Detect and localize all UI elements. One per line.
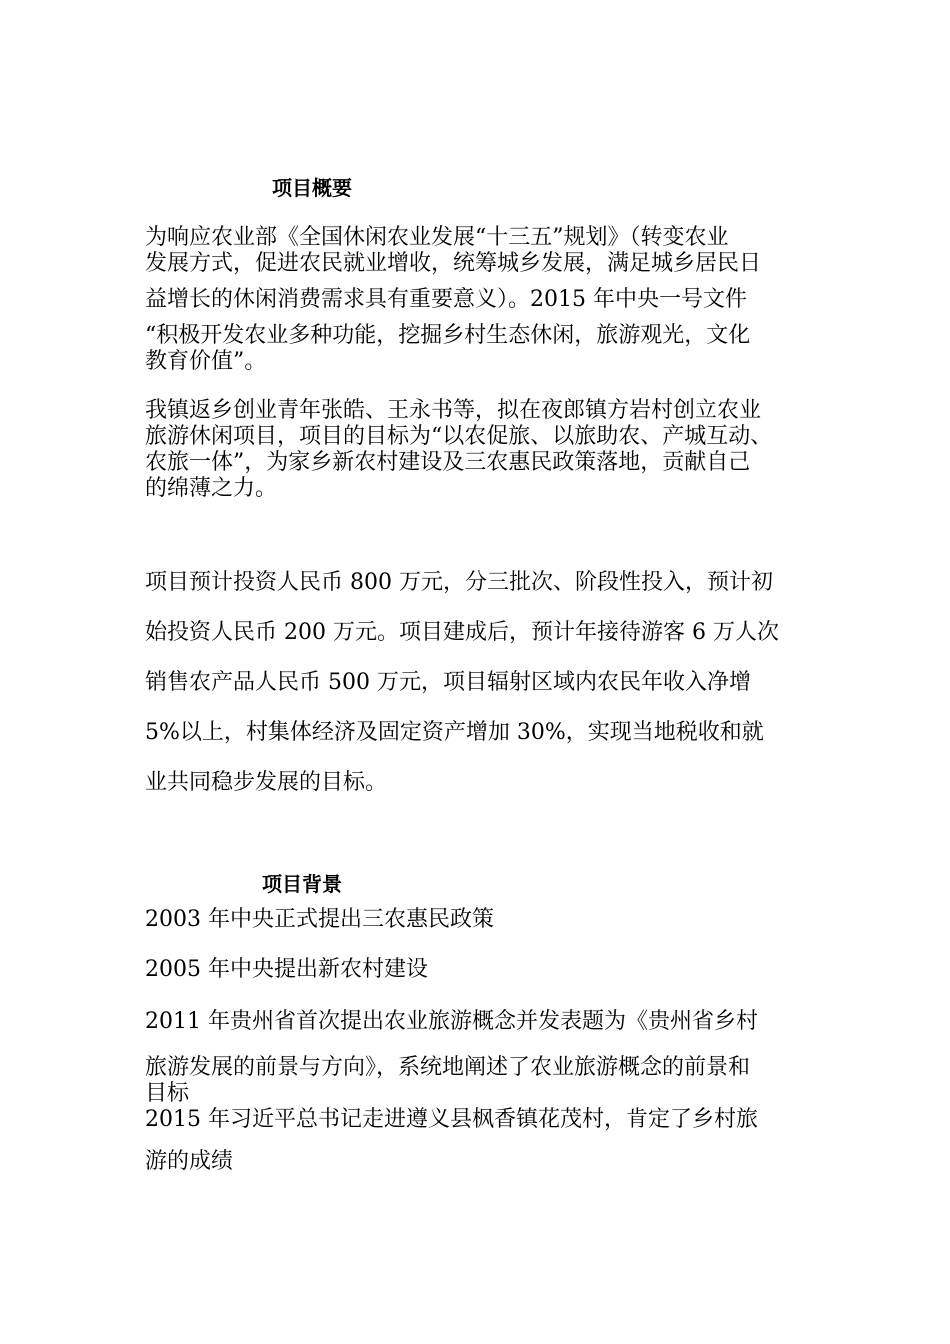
background-line: 2003 年中央正式提出三农惠民政策 bbox=[145, 907, 494, 932]
background-line: 2005 年中央提出新农村建设 bbox=[145, 957, 428, 982]
investment-line: 销售农产品人民币 500 万元，项目辐射区域内农民年收入净增 bbox=[145, 670, 751, 695]
overview-heading: 项目概要 bbox=[272, 176, 352, 200]
investment-line: 项目预计投资人民币 800 万元，分三批次、阶段性投入，预计初 bbox=[145, 570, 773, 595]
intro-line: “积极开发农业多种功能，挖掘乡村生态休闲，旅游观光，文化 bbox=[145, 323, 751, 348]
background-heading: 项目背景 bbox=[262, 872, 342, 896]
project-line: 的绵薄之力。 bbox=[145, 476, 278, 501]
investment-line: 始投资人民币 200 万元。项目建成后，预计年接待游客 6 万人次 bbox=[145, 620, 779, 645]
background-item-2015 bbox=[145, 1107, 758, 1175]
intro-line: 教育价值”。 bbox=[145, 349, 267, 374]
project-line: 旅游休闲项目，项目的目标为“以农促旅、以旅助农、产城互动、 bbox=[145, 424, 773, 449]
background-item-2003 bbox=[145, 907, 494, 933]
background-line: 2011 年贵州省首次提出农业旅游概念并发表题为《贵州省乡村 bbox=[145, 1009, 758, 1034]
project-line: 农旅一体”，为家乡新农村建设及三农惠民政策落地，贡献自己 bbox=[145, 450, 751, 475]
background-line: 游的成绩 bbox=[145, 1149, 234, 1174]
intro-line: 益增长的休闲消费需求具有重要意义）。2015 年中央一号文件 bbox=[145, 287, 747, 312]
intro-line: 发展方式，促进农民就业增收，统筹城乡发展，满足城乡居民日 bbox=[145, 251, 762, 276]
background-line: 旅游发展的前景与方向》，系统地阐述了农业旅游概念的前景和 bbox=[145, 1055, 751, 1080]
investment-line: 5%以上，村集体经济及固定资产增加 30%，实现当地税收和就 bbox=[145, 720, 764, 745]
investment-line: 业共同稳步发展的目标。 bbox=[145, 770, 388, 795]
investment-paragraph bbox=[145, 558, 811, 808]
background-item-2005 bbox=[145, 957, 428, 983]
background-line: 2015 年习近平总书记走进遵义县枫香镇花茂村，肯定了乡村旅 bbox=[145, 1107, 758, 1132]
background-line: 目标 bbox=[145, 1081, 190, 1106]
overview-intro-paragraph bbox=[145, 225, 811, 375]
intro-line: 为响应农业部《全国休闲农业发展“十三五”规划》（转变农业 bbox=[145, 225, 729, 250]
project-line: 我镇返乡创业青年张皓、王永书等，拟在夜郎镇方岩村创立农业 bbox=[145, 398, 762, 423]
project-goal-paragraph bbox=[145, 398, 811, 502]
background-item-2011 bbox=[145, 1009, 758, 1107]
